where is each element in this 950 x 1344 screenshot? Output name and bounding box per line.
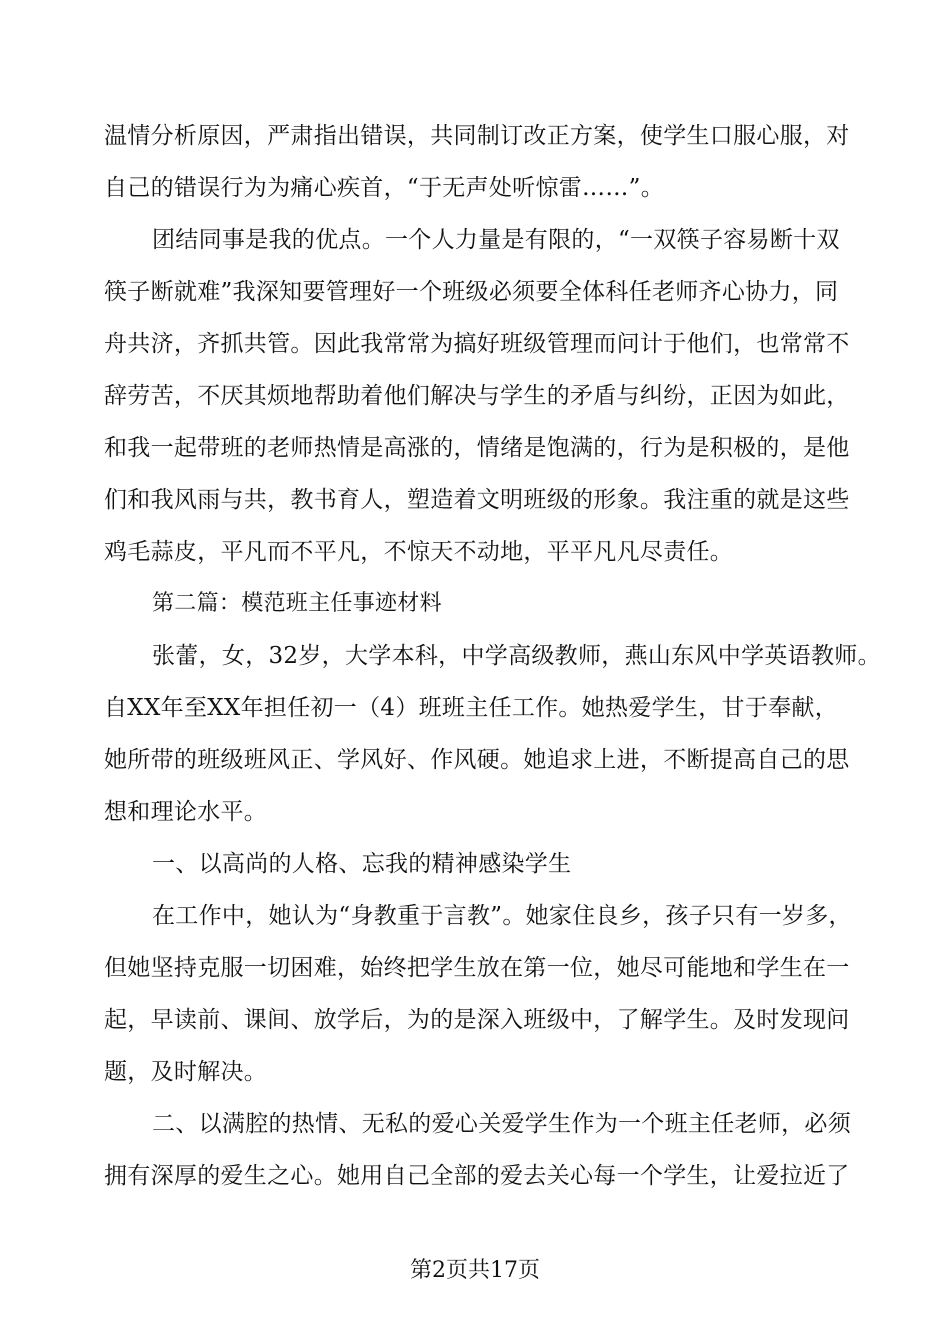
- body-text-line: 舟共济，齐抓共管。因此我常常为搞好班级管理而问计于他们，也常常不: [104, 331, 850, 357]
- body-text-line: 想和理论水平。: [104, 799, 268, 825]
- body-text-line: 筷子断就难”我深知要管理好一个班级必须要全体科任老师齐心协力，同: [104, 279, 839, 305]
- body-text-line: 鸡毛蒜皮，平凡而不平凡，不惊天不动地，平平凡凡尽责任。: [104, 539, 734, 565]
- body-text-line: 温情分析原因，严肃指出错误，共同制订改正方案，使学生口服心服，对: [104, 123, 850, 149]
- body-text-line: 自己的错误行为为痛心疾首，“于无声处听惊雷……”。: [104, 175, 665, 201]
- paragraph-start-line: 在工作中，她认为“身教重于言教”。她家住良乡，孩子只有一岁多，: [152, 903, 852, 929]
- paragraph-start-line: 张蕾，女，32岁，大学本科，中学高级教师，燕山东风中学英语教师。: [152, 643, 881, 669]
- body-text-line: 自XX年至XX年担任初一（4）班班主任工作。她热爱学生，甘于奉献，: [104, 695, 839, 721]
- paragraph-start-line: 二、以满腔的热情、无私的爱心关爱学生作为一个班主任老师，必须: [152, 1111, 851, 1137]
- page-number-footer: 第2页共17页: [410, 1258, 540, 1283]
- body-text-line: 拥有深厚的爱生之心。她用自己全部的爱去关心每一个学生，让爱拉近了: [104, 1163, 850, 1189]
- subsection-heading: 一、以高尚的人格、忘我的精神感染学生: [152, 851, 572, 877]
- body-text-line: 她所带的班级班风正、学风好、作风硬。她追求上进，不断提高自己的思: [104, 747, 850, 773]
- body-text-line: 起，早读前、课间、放学后，为的是深入班级中，了解学生。及时发现问: [104, 1007, 850, 1033]
- body-text-line: 但她坚持克服一切困难，始终把学生放在第一位，她尽可能地和学生在一: [104, 955, 850, 981]
- body-text-line: 题，及时解决。: [104, 1059, 268, 1085]
- section-heading: 第二篇：模范班主任事迹材料: [152, 591, 442, 616]
- body-text-line: 和我一起带班的老师热情是高涨的，情绪是饱满的，行为是积极的，是他: [104, 435, 850, 461]
- body-text-line: 辞劳苦，不厌其烦地帮助着他们解决与学生的矛盾与纠纷，正因为如此，: [104, 383, 850, 409]
- body-text-line: 们和我风雨与共，教书育人，塑造着文明班级的形象。我注重的就是这些: [104, 487, 850, 513]
- paragraph-start-line: 团结同事是我的优点。一个人力量是有限的，“一双筷子容易断十双: [152, 227, 840, 253]
